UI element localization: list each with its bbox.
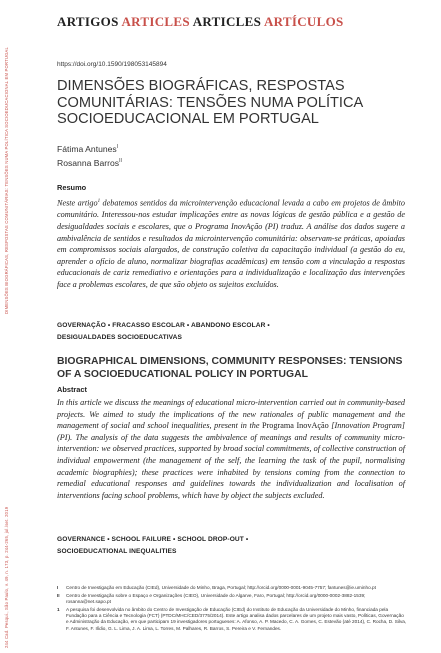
keywords-pt-line2: DESIGUALDADES SOCIOEDUCATIVAS [57, 334, 183, 341]
article-title-pt: DIMENSÕES BIOGRÁFICAS, RESPOSTAS COMUNITÁRIAS: TENSÕES NUMA POLÍTICA SOCIOEDUCACIONAL EM PORTUGAL [57, 78, 363, 128]
footnote-text: A pesquisa foi desenvolvida no âmbito do Centro de Investigação de Educação (CIEd) do Instituto de Educação da Universidade do Minho, financiada pela Fundação para a Ciência e Tecnologia (FCT) (PTDC/MHC/CED/3775/2014). Este artigo analisa dados parcelares de um projeto mais vasto, Políticas, Governação e Administração da Educação, em que participam 19 investigadores portugueses: A. Afonso, A. P. Macedo, C. A. Gomes, C. Estevão (até 2014), C. Rocha, D. Silva, F. Antunes, F. Ilídio, G. L. Lima, J. A. Lima, L. Torres, M. Palhares, R. Barros, S. Pereira e V. Fernandes. [66, 607, 407, 631]
author-name: Rosanna Barros [57, 158, 120, 169]
program-name: Programa InovAção [262, 421, 329, 431]
keywords-en-line2: SOCIOEDUCATIONAL INEQUALITIES [57, 548, 177, 555]
running-title-vertical: DIMENSÕES BIOGRÁFICAS, RESPOSTAS COMUNITÁRIAS: TENSÕES NUMA POLÍTICA SOCIOEDUCACIONAL EM PORTUGAL [4, 46, 9, 314]
author-mark: II [119, 158, 122, 165]
article-title-en: BIOGRAPHICAL DIMENSIONS, COMMUNITY RESPONSES: TENSIONS OF A SOCIOEDUCATIONAL POLICY IN PORTUGAL [57, 356, 403, 380]
footnote-mark: II [57, 593, 60, 599]
footnote-ref[interactable]: 1 [97, 199, 101, 204]
author-1 [57, 141, 122, 155]
authors [57, 141, 122, 170]
footnote-mark: 1 [57, 607, 60, 613]
keywords-pt-line1: GOVERNAÇÃO • FRACASSO ESCOLAR • ABANDONO ESCOLAR • [57, 322, 270, 329]
author-name: Fátima Antunes [57, 143, 117, 154]
header-artigos: ARTIGOS [57, 14, 119, 29]
section-header [57, 14, 344, 30]
header-articulos: ARTÍCULOS [263, 14, 344, 29]
author-2 [57, 155, 122, 169]
doi-link[interactable]: https://doi.org/10.1590/198053145894 [57, 61, 167, 68]
resumo-text-start: Neste artigo [57, 198, 98, 208]
author-mark: I [116, 144, 119, 150]
abstract-label: Abstract [57, 385, 87, 394]
footnote-text: Centro de Investigação em Educação (CIEd), Universidade do Minho, Braga, Portugal; http://orcid.org/0000-0001-9045-7757; fantunes@ie.uminho.pt [66, 585, 376, 590]
footnote-text: Centro de Investigação sobre o Espaço e Organizações (CIEO), Universidade do Algarve, Faro, Portugal; http://orcid.org/0000-0002-3882-1539; rosanna@net.sapo.pt [66, 593, 366, 605]
resumo-text-rest: debatemos sentidos da microintervenção educacional levada a cabo em projetos de âmbito comunitário. Interessou-nos estudar implicações entre as novas lógicas de gestão pública e a gestão de desigualdades sociais e escolares, que o Programa InovAção (PI) traduz. A análise dos dados sugere a ambivalência de sentidos e resultados da microintervenção comunitária: observam-se práticas, apoiadas em compromissos sociais alargados, de construção coletiva da capacitação individual (a gestão do eu, aprender o ofício de aluno, normalizar biografias acadêmicas) em tensão com a vinculação a respostas educacionais de cariz remediativo e orientações para a individualização e localização das intervenções face a problemas escolares, de que são objeto os sujeitos excluídos. [57, 198, 405, 289]
footnote-3 [57, 607, 407, 631]
footnotes [57, 585, 407, 634]
footnote-2 [57, 593, 407, 605]
keywords-en [57, 534, 407, 558]
header-articles-red: ARTICLES [121, 14, 190, 29]
header-articles: ARTICLES [192, 14, 262, 29]
abstract-text [57, 397, 405, 501]
abstract-text-rest: [Innovation Program] (PI). The analysis of the data suggests the ambivalence of meanings and results of community micro-intervention: we observed practices, supported by broad social commitments, of collective construction of individual empowerment (the management of the self, the learning the task of the pupil, normalising academic biographies); these practices were inhabited by tensions coming from the connection to remedial educational responses and guidelines towards the individualization and localisation of interventions facing school problems, which have by object the subjects excluded. [57, 421, 405, 500]
footnote-mark: I [57, 585, 59, 590]
keywords-en-line1: GOVERNANCE • SCHOOL FAILURE • SCHOOL DROP-OUT • [57, 536, 249, 543]
resumo-text [57, 196, 405, 290]
journal-citation-vertical: 244 Cad. Pesqui., São Paulo, v. 49, n. 173, p. 244-265, jul./set. 2019 [4, 506, 9, 648]
resumo-label: Resumo [57, 183, 87, 192]
footnote-1 [57, 585, 407, 591]
keywords-pt [57, 320, 407, 344]
abstract-text-start: In this article we discuss the meanings of educational micro-intervention carried out in community-based projects. We aimed to study the implications of the new rationales of public management and the management of social and school inequalities, present in the [57, 398, 405, 431]
